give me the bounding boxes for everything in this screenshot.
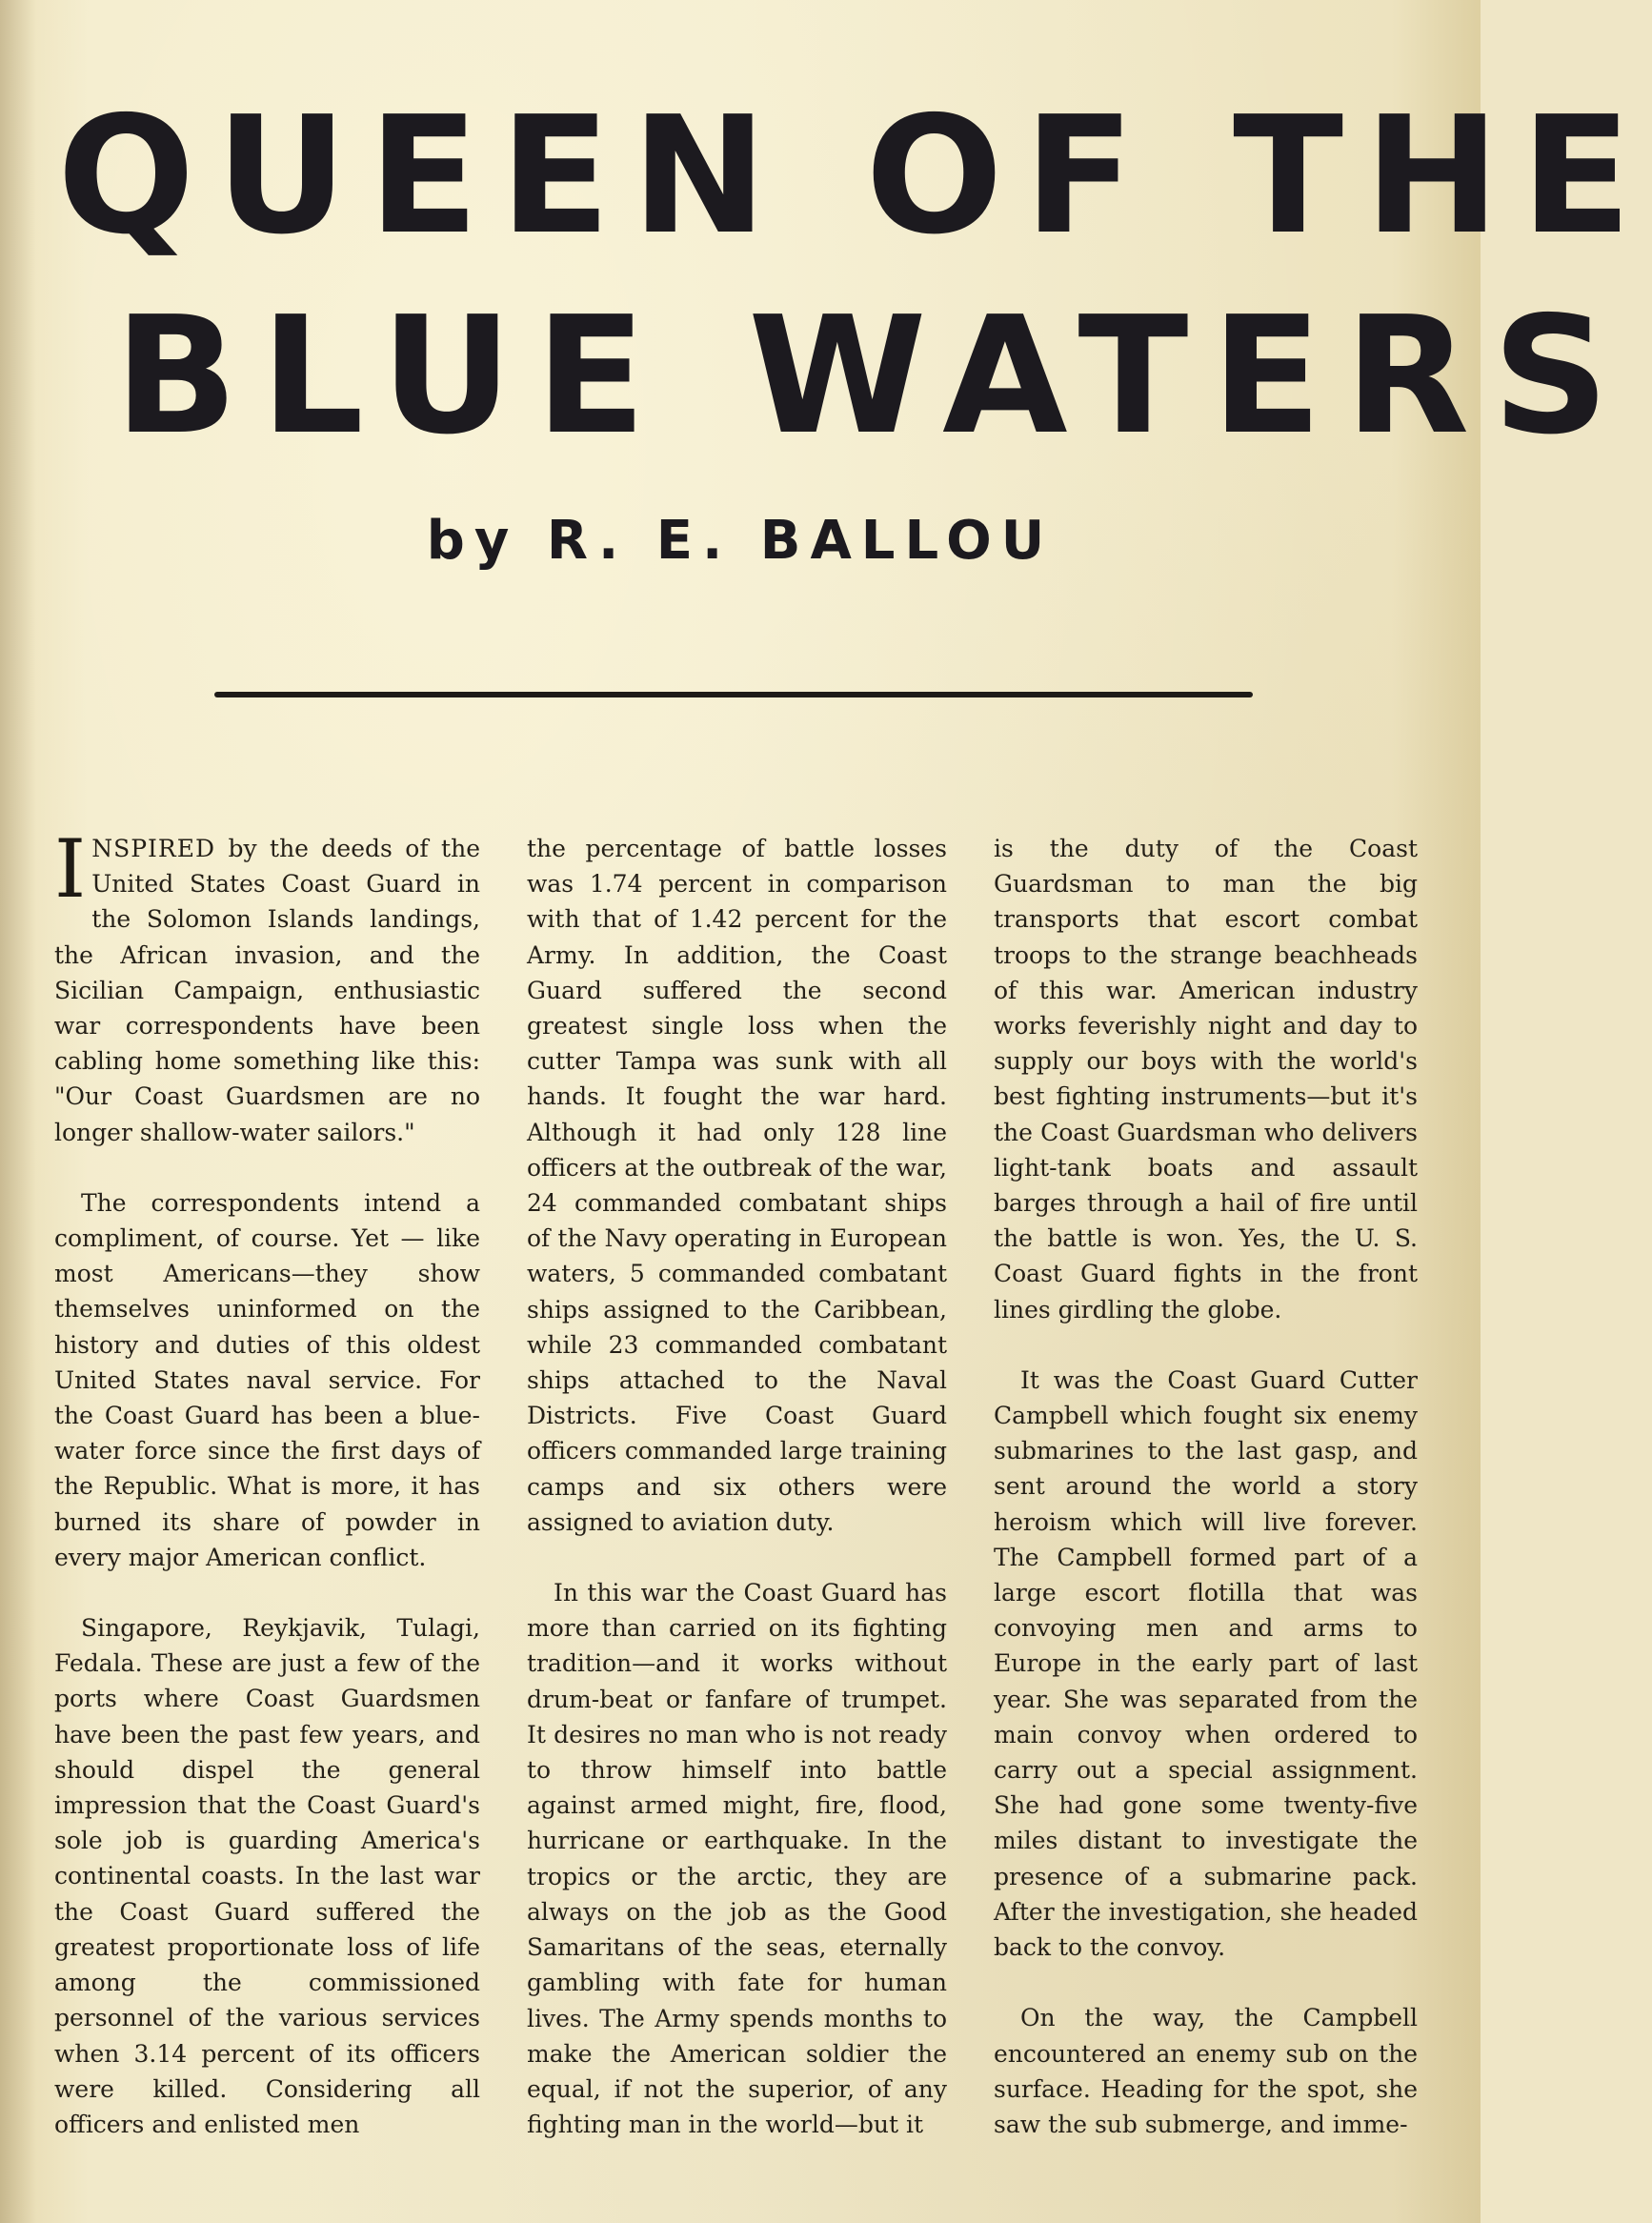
paragraph: [54, 822, 480, 1150]
byline: by R. E. BALLOU: [426, 510, 1055, 572]
title-line-2: BLUE WATERS: [114, 282, 1632, 471]
paragraph: On the way, the Campbell encountered an enemy sub on the surface. Heading for the spot, she saw the sub submerge, and imme-: [994, 2004, 1418, 2138]
paragraph: Singapore, Reykjavik, Tulagi, Fedala. These are just a few of the ports where Coast Guardsmen have been the past few years, and should dispel the general impression that the Coast Guard's sole job is guarding America's continental coasts. In the last war the Coast Guard suffered the greatest proportionate loss of life among the commissioned personnel of the various services when 3.14 percent of its officers were killed. Considering all officers and enlisted men: [54, 1614, 480, 2138]
text-column-1: [54, 822, 480, 2177]
paragraph: is the duty of the Coast Guardsman to man the big transports that escort combat troops to the strange beachheads of this war. American industry works feverishly night and day to supply our boys with the world's best fighting instruments—but it's the Coast Guardsman who delivers light-tank boats and assault barges through a hail of fire until the battle is won. Yes, the U. S. Coast Guard fights in the front lines girdling the globe.: [994, 835, 1418, 1324]
text-column-3: [994, 831, 1418, 2177]
binding-shadow: [0, 0, 36, 2223]
paragraph: the percentage of battle losses was 1.74 percent in comparison with that of 1.42 percent for the Army. In addition, the Coast Guard suffered the second greatest single loss when the cutter Tampa was sunk with all hands. It fought the war hard. Although it had only 128 line officers at the outbreak of the war, 24 commanded combatant ships of the Navy operating in European waters, 5 commanded combatant ships assigned to the Caribbean, while 23 commanded combatant ships attached to the Naval Districts. Five Coast Guard officers commanded large training camps and six others were assigned to aviation duty.: [527, 835, 947, 1536]
paragraph: The correspondents intend a compliment, of course. Yet — like most Americans—they show themselves uninformed on the history and duties of this oldest United States naval service. For the Coast Guard has been a blue-water force since the first days of the Republic. What is more, it has burned its share of powder in every major American conflict.: [54, 1188, 480, 1571]
title-line-1: QUEEN OF THE: [57, 82, 1652, 271]
drop-cap: I: [54, 822, 87, 916]
paragraph: In this war the Coast Guard has more than carried on its fighting tradition—and it works without drum-beat or fanfare of trumpet. It desires no man who is not ready to throw himself into battle against armed might, fire, flood, hurricane or earthquake. In the tropics or the arctic, they are always on the job as the Good Samaritans of the seas, eternally gambling with fate for human lives. The Army spends months to make the American soldier the equal, if not the superior, of any fighting man in the world—but it: [527, 1579, 947, 2139]
paragraph: It was the Coast Guard Cutter Campbell which fought six enemy submarines to the last gasp, and sent around the world a story heroism which will live forever. The Campbell formed part of a large escort flotilla that was convoying men and arms to Europe in the early part of last year. She was separated from the main convoy when ordered to carry out a special assignment. She had gone some twenty-five miles distant to investigate the presence of a submarine pack. After the investigation, she headed back to the convoy.: [994, 1365, 1418, 1962]
paragraph-text: by the deeds of the United States Coast Guard in the Solomon Islands landings, the African invasion, and the Sicilian Campaign, enthusiastic war correspondents have been cabling home something like this: "Our Coast Guardsmen are no longer shallow-water sailors.": [54, 835, 480, 1146]
title-divider: [214, 692, 1253, 697]
lead-word: NSPIRED: [91, 835, 216, 862]
text-column-2: [527, 831, 947, 2177]
